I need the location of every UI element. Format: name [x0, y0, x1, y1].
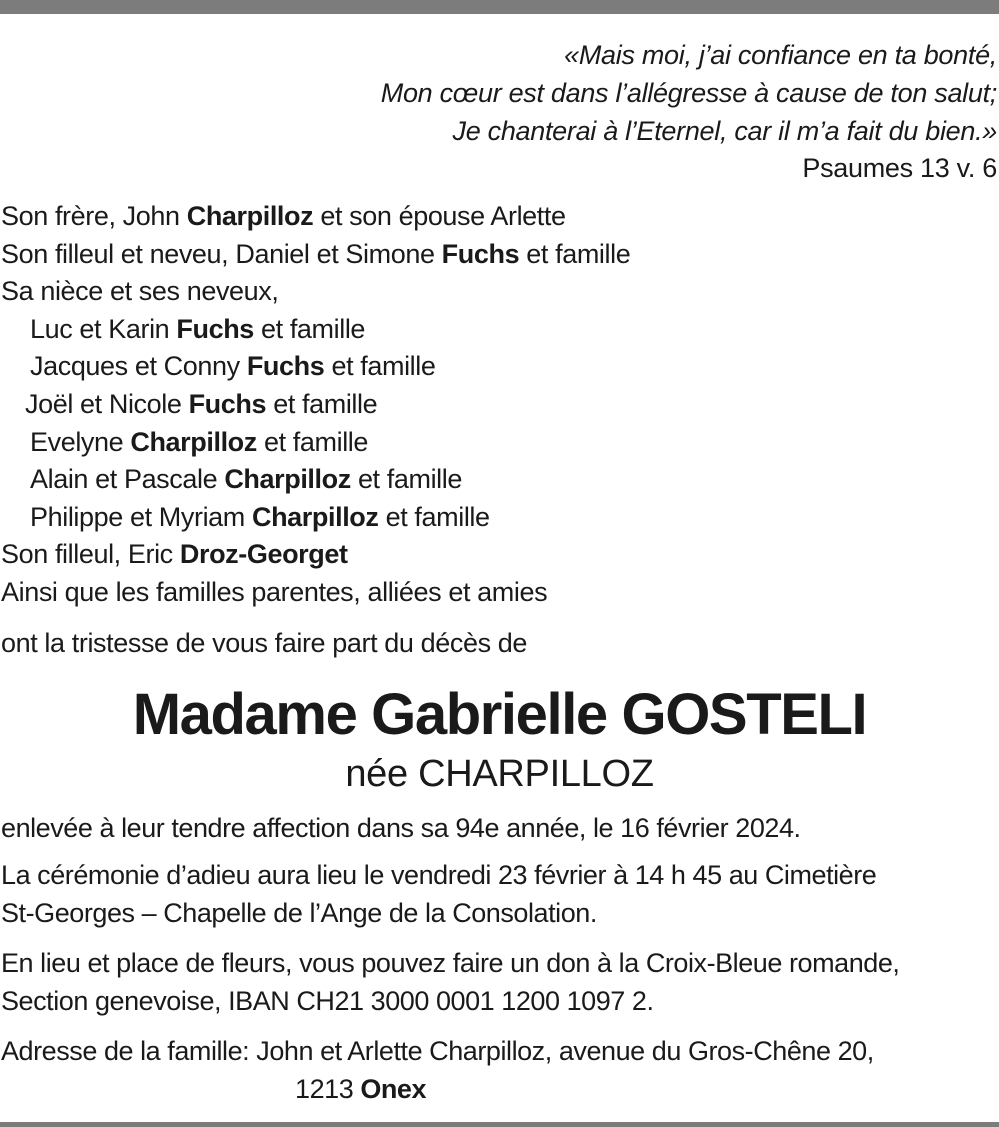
deceased-name: Madame Gabrielle GOSTELI [132, 682, 867, 747]
maiden-name: née CHARPILLOZ [345, 753, 654, 795]
family-line: Ainsi que les familles parentes, alliées et amies [1, 576, 548, 607]
family-line: Son filleul, Eric Droz-Georget [1, 539, 348, 570]
family-line: Son filleul et neveu, Daniel et Simone Fuchs et famille [1, 238, 631, 269]
family-address: Adresse de la famille: John et Arlette Charpilloz, avenue du Gros-Chêne 20, 1213 Onex [1, 1036, 874, 1104]
psalm-reference: Psaumes 13 v. 6 [802, 153, 997, 183]
quote-line: Mon cœur est dans l’allégresse à cause de ton salut; [380, 78, 997, 108]
family-line: Joël et Nicole Fuchs et famille [25, 388, 378, 419]
top-rule [0, 0, 999, 14]
bottom-rule [0, 1122, 999, 1127]
announcement-text: ont la tristesse de vous faire part du décès de [1, 628, 528, 658]
family-line: Son frère, John Charpilloz et son épouse Arlette [1, 201, 566, 231]
family-list [1, 198, 630, 612]
quote-line: «Mais moi, j’ai confiance en ta bonté, [564, 40, 997, 70]
donation-paragraph: En lieu et place de fleurs, vous pouvez faire un don à la Croix-Bleue romande, Section genevoise, IBAN CH21 3000 0001 1200 1097 2. [1, 948, 900, 1016]
quote-line: Je chanterai à l’Eternel, car il m’a fait du bien.» [452, 116, 997, 146]
family-line: Luc et Karin Fuchs et famille [30, 313, 366, 344]
ceremony-paragraph: La cérémonie d’adieu aura lieu le vendredi 23 février à 14 h 45 au Cimetière St-Georges – Chapelle de l’Ange de la Consolation. [1, 860, 877, 928]
family-line: Philippe et Myriam Charpilloz et famille [30, 501, 490, 532]
family-line: Sa nièce et ses neveux, [1, 276, 279, 307]
family-line: Jacques et Conny Fuchs et famille [30, 351, 436, 382]
passing-paragraph: enlevée à leur tendre affection dans sa 94e année, le 16 février 2024. [1, 813, 801, 843]
psalm-quote [381, 36, 997, 150]
family-line: Alain et Pascale Charpilloz et famille [30, 464, 462, 495]
family-line: Evelyne Charpilloz et famille [30, 426, 369, 457]
